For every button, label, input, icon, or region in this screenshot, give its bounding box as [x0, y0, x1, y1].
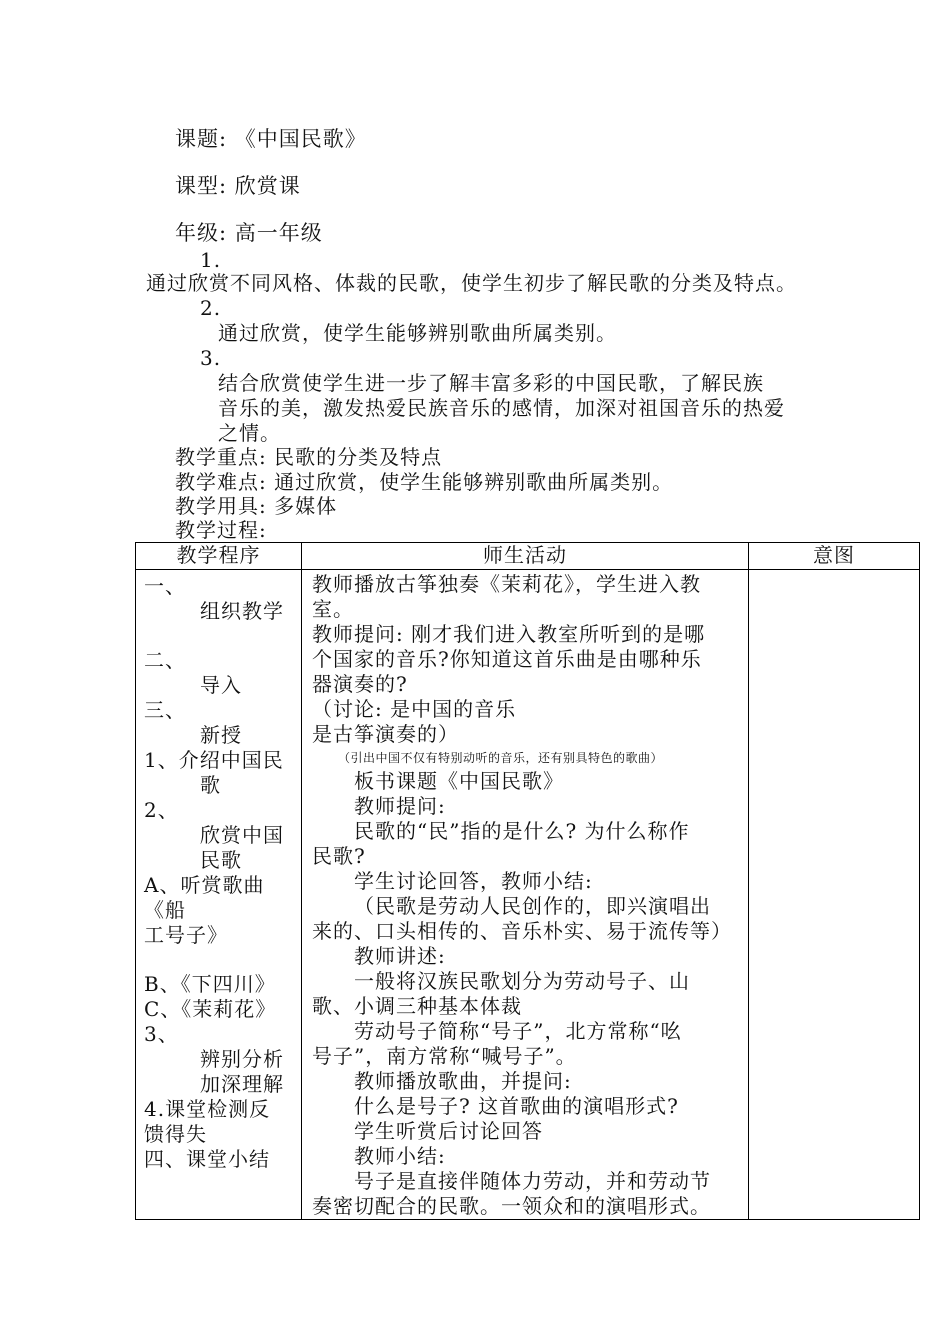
list-item: 教师提问:	[354, 794, 446, 818]
list-item: 新授	[200, 723, 242, 747]
list-item: 教师小结:	[354, 1144, 446, 1168]
list-item: 学生听赏后讨论回答	[354, 1119, 543, 1143]
list-item: （民歌是劳动人民创作的，即兴演唱出	[354, 894, 711, 918]
list-item: 馈得失	[144, 1122, 207, 1146]
list-item: 工号子》	[144, 923, 228, 947]
topic-value: 《中国民歌》	[234, 127, 367, 151]
list-item: 歌、小调三种基本体裁	[312, 994, 522, 1018]
procedure-list	[144, 574, 295, 1172]
difficulties-label: 教学难点:	[175, 470, 267, 494]
list-item: 板书课题《中国民歌》	[354, 769, 564, 793]
list-item: 导入	[200, 673, 242, 697]
difficulties-line	[175, 470, 673, 494]
activities-cell	[302, 570, 749, 1220]
list-item: 一、	[144, 574, 186, 598]
key-points-label: 教学重点:	[175, 445, 267, 469]
header-intent: 意图	[749, 543, 920, 570]
key-points-line	[175, 445, 442, 469]
objective-1-text: 通过欣赏不同风格、体裁的民歌，使学生初步了解民歌的分类及特点。	[146, 271, 797, 295]
list-item: B、《下四川》	[144, 972, 276, 996]
key-points-value: 民歌的分类及特点	[274, 445, 443, 469]
list-item: 民歌	[200, 848, 242, 872]
objective-3-line-3: 之情。	[218, 421, 281, 445]
list-item: 3、	[144, 1022, 179, 1046]
header-activities: 师生活动	[302, 543, 749, 570]
grade-label: 年级:	[175, 221, 228, 245]
list-item: 来的、口头相传的、音乐朴实、易于流传等）	[312, 919, 732, 943]
list-item: 民歌?	[312, 844, 366, 868]
objective-3-number: 3.	[200, 346, 222, 370]
tools-value: 多媒体	[274, 494, 338, 518]
tools-label: 教学用具:	[175, 494, 267, 518]
list-item: 三、	[144, 698, 186, 722]
list-item: 辨别分析	[200, 1047, 284, 1071]
difficulties-value: 通过欣赏，使学生能够辨别歌曲所属类别。	[274, 470, 674, 494]
lesson-type-label: 课型:	[175, 174, 228, 198]
table-header-row	[136, 543, 920, 570]
lesson-type-value: 欣赏课	[234, 174, 301, 198]
objective-2-number: 2.	[200, 296, 222, 320]
lesson-process-table	[135, 542, 920, 1220]
list-item: 2、	[144, 798, 179, 822]
objective-1-number: 1.	[200, 248, 222, 272]
list-item: 欣赏中国	[200, 823, 284, 847]
list-item: 组织教学	[200, 599, 284, 623]
list-item: 是古筝演奏的）	[312, 722, 459, 746]
list-item: 劳动号子简称“号子”，北方常称“吆	[354, 1019, 682, 1043]
list-item: A、听赏歌曲《船	[144, 873, 265, 922]
list-item: 歌	[200, 773, 221, 797]
list-item: 教师讲述:	[354, 944, 446, 968]
list-item	[144, 948, 295, 972]
process-label: 教学过程:	[175, 518, 267, 542]
list-item: 民歌的“民”指的是什么? 为什么称作	[354, 819, 690, 843]
list-item: 一般将汉族民歌划分为劳动号子、山	[354, 969, 690, 993]
list-item: 加深理解	[200, 1072, 284, 1096]
list-item: 学生讨论回答，教师小结:	[354, 869, 593, 893]
intent-cell	[749, 570, 920, 1220]
activity-list	[312, 572, 742, 1219]
header-procedure: 教学程序	[136, 543, 302, 570]
grade-value: 高一年级	[234, 221, 323, 245]
list-item: 四、课堂小结	[144, 1147, 270, 1171]
tools-line	[175, 494, 337, 518]
list-item: 二、	[144, 648, 186, 672]
list-item: 室。	[312, 597, 354, 621]
table-row	[136, 570, 920, 1220]
list-item: 什么是号子? 这首歌曲的演唱形式?	[354, 1094, 679, 1118]
list-item: 1、介绍中国民	[144, 748, 284, 772]
list-item: C、《茉莉花》	[144, 997, 277, 1021]
list-item: 教师播放歌曲，并提问:	[354, 1069, 572, 1093]
list-item: 4.课堂检测反	[144, 1097, 271, 1121]
grade-line	[175, 221, 323, 245]
objective-3-line-1: 结合欣赏使学生进一步了解丰富多彩的中国民歌，了解民族	[218, 371, 764, 395]
activity-note: （引出中国不仅有特别动听的音乐，还有别具特色的歌曲）	[338, 751, 664, 765]
list-item: 个国家的音乐?你知道这首乐曲是由哪种乐	[312, 647, 702, 671]
objective-3-line-2: 音乐的美，激发热爱民族音乐的感情，加深对祖国音乐的热爱	[218, 396, 785, 420]
topic-line	[175, 127, 367, 151]
list-item: 号子是直接伴随体力劳动，并和劳动节	[354, 1169, 711, 1193]
list-item: 号子”，南方常称“喊号子”。	[312, 1044, 577, 1068]
list-item: 教师提问: 刚才我们进入教室所听到的是哪	[312, 622, 706, 646]
list-item	[144, 624, 295, 648]
procedure-cell	[136, 570, 302, 1220]
topic-label: 课题:	[175, 127, 228, 151]
list-item: 器演奏的?	[312, 672, 408, 696]
list-item: 奏密切配合的民歌。一领众和的演唱形式。	[312, 1194, 711, 1218]
objective-2-text: 通过欣赏，使学生能够辨别歌曲所属类别。	[218, 321, 617, 345]
list-item: 教师播放古筝独奏《茉莉花》，学生进入教	[312, 572, 701, 596]
lesson-type-line	[175, 174, 301, 198]
list-item: （讨论: 是中国的音乐	[312, 697, 517, 721]
